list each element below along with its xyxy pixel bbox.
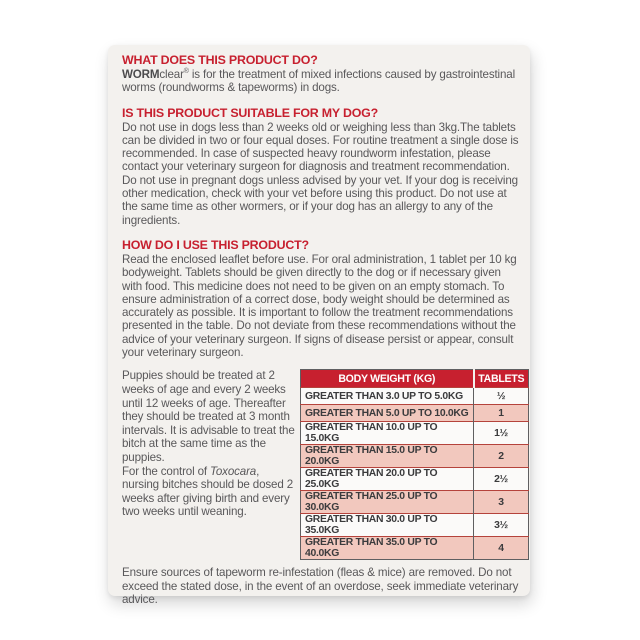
- table-row: [301, 537, 529, 560]
- tablets-cell: 3: [474, 491, 529, 514]
- body-weight-cell: GREATER THAN 35.0 UP TO 40.0KG: [301, 537, 474, 560]
- table-row: [301, 491, 529, 514]
- puppies-dosing-text: [122, 369, 296, 519]
- body-weight-cell: GREATER THAN 30.0 UP TO 35.0KG: [301, 514, 474, 537]
- section-body-suitable: Do not use in dogs less than 2 weeks old or weighing less than 3kg.The tablets can be divided in two or four equal doses. For routine treatment a single dose is recommended. In case of suspected heavy roundworm infestation, please contact your veterinary surgeon for diagnosis and treatment recommendation. Do not use in pregnant dogs unless advised by your vet. If your dog is receiving other medication, check with your vet before using this product. Do not use at the same time as other wormers, or if your dog has an allergy to any of the ingredients.: [122, 120, 519, 227]
- table-row: [301, 422, 529, 445]
- body-weight-cell: GREATER THAN 20.0 UP TO 25.0KG: [301, 468, 474, 491]
- dosing-table-header-row: [301, 370, 529, 388]
- tablets-cell: 3½: [474, 514, 529, 537]
- section-heading-how: HOW DO I USE THIS PRODUCT?: [122, 237, 309, 252]
- table-row: [301, 445, 529, 468]
- dosing-block: [122, 369, 524, 560]
- section-body-what: [122, 68, 522, 95]
- tablets-cell: 2½: [474, 468, 529, 491]
- table-row: [301, 468, 529, 491]
- brand-name-bold: WORM: [122, 68, 160, 81]
- table-row: [301, 514, 529, 537]
- section-heading-what: WHAT DOES THIS PRODUCT DO?: [122, 53, 318, 67]
- table-row: [301, 388, 529, 405]
- what-body-text: is for the treatment of mixed infections caused by gastrointestinal worms (roundworms & tapeworms) in dogs.: [122, 68, 516, 95]
- footer-warning-text: Ensure sources of tapeworm re-infestation (fleas & mice) are removed. Do not exceed the stated dose, in the event of an overdose, seek immediate veterinary advice.: [122, 566, 519, 606]
- tablets-cell: 1: [474, 405, 529, 422]
- body-weight-cell: GREATER THAN 3.0 UP TO 5.0KG: [301, 388, 474, 405]
- body-weight-cell: GREATER THAN 5.0 UP TO 10.0KG: [301, 405, 474, 422]
- table-header-body-weight: BODY WEIGHT (KG): [301, 370, 474, 388]
- registered-trademark-symbol: ®: [183, 68, 189, 76]
- toxocara-paragraph-end: , nursing bitches should be dosed 2 weeks after giving birth and every two weeks until weaning.: [122, 464, 294, 519]
- table-header-tablets: TABLETS: [474, 370, 529, 388]
- section-how-to-use: [122, 238, 524, 359]
- toxocara-italic-word: Toxocara: [210, 464, 257, 478]
- tablets-cell: 2: [474, 445, 529, 468]
- puppies-paragraph: Puppies should be treated at 2 weeks of age and every 2 weeks until 12 weeks of age. Thereafter they should be treated at 3 month intervals. It is advisable to treat the bitch at the same time as the puppies.: [122, 369, 295, 464]
- section-body-how: Read the enclosed leaflet before use. For oral administration, 1 tablet per 10 kg bodyweight. Tablets should be given directly to the dog or if necessary given with food. This medicine does not need to be given on an empty stomach. To ensure administration of a correct dose, body weight should be determined as accurately as possible. It is important to follow the treatment recommendations presented in the table. Do not deviate from these recommendations without the advice of your veterinary surgeon. If signs of disease persist or appear, consult your veterinary surgeon.: [122, 252, 517, 360]
- body-weight-cell: GREATER THAN 10.0 UP TO 15.0KG: [301, 422, 474, 445]
- toxocara-paragraph-start: For the control of: [122, 464, 211, 478]
- dosing-table: [300, 369, 529, 560]
- body-weight-cell: GREATER THAN 15.0 UP TO 20.0KG: [301, 445, 474, 468]
- section-what-does-product-do: [122, 53, 524, 95]
- section-suitable-for-dog: [122, 106, 524, 227]
- section-heading-suitable: IS THIS PRODUCT SUITABLE FOR MY DOG?: [122, 105, 378, 120]
- tablets-cell: 1½: [474, 422, 529, 445]
- brand-name-rest: clear: [159, 68, 184, 81]
- table-row: [301, 405, 529, 422]
- product-info-card: [108, 45, 530, 606]
- tablets-cell: 4: [474, 537, 529, 560]
- body-weight-cell: GREATER THAN 25.0 UP TO 30.0KG: [301, 491, 474, 514]
- tablets-cell: ½: [474, 388, 529, 405]
